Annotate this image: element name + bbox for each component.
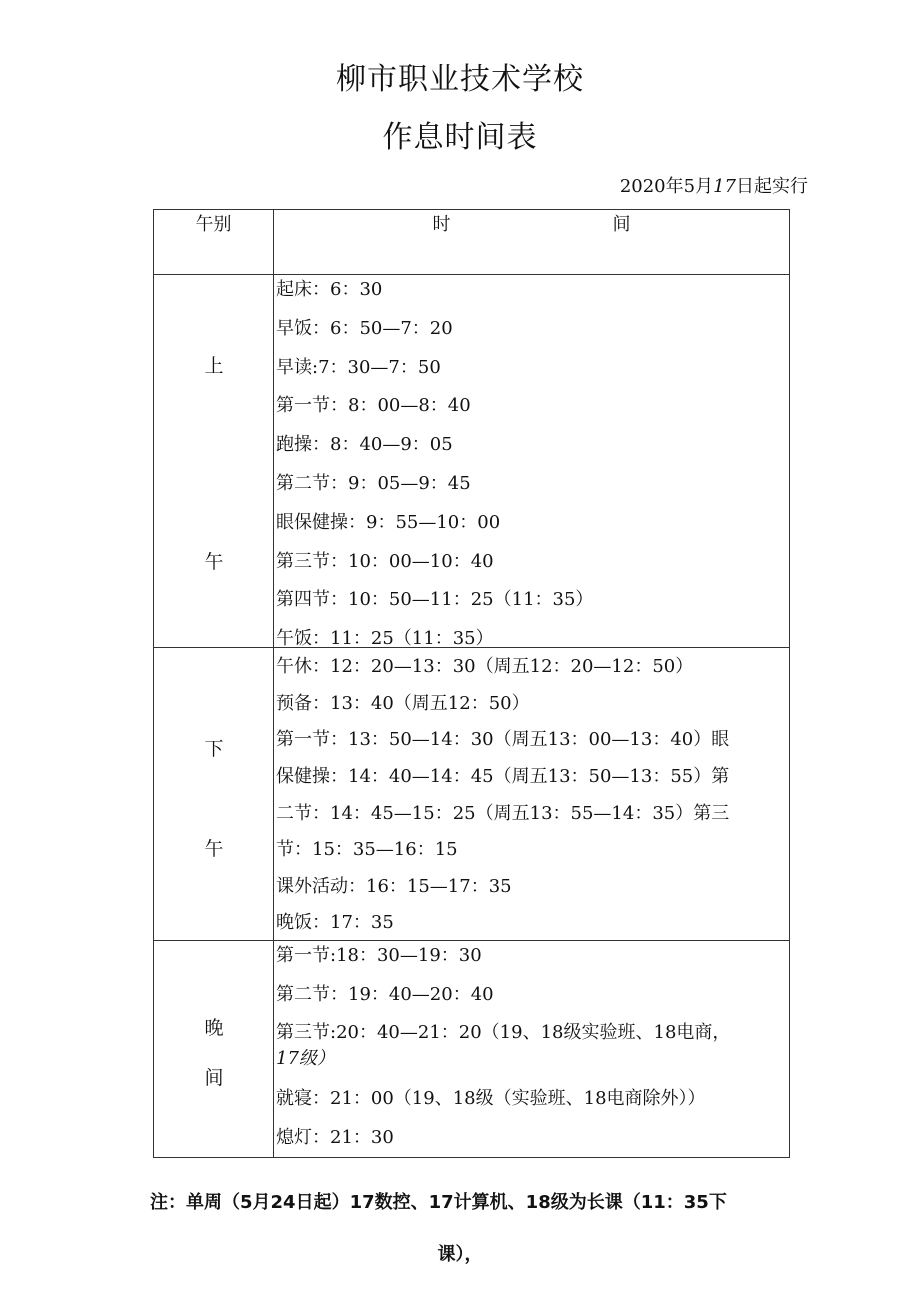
schedule-table	[153, 209, 790, 1158]
list-item: 第一节：8：00—8：40	[276, 395, 471, 417]
afternoon-label-1: 下	[204, 738, 224, 761]
afternoon-schedule-cell	[274, 648, 790, 941]
list-item: 跑操：8：40—9：05	[276, 434, 453, 456]
list-item: 午饭：11：25（11：35）	[276, 628, 494, 648]
list-item: 课外活动：16：15—17：35	[276, 875, 512, 897]
list-item: 午休：12：20—13：30（周五12：20—12：50）	[276, 656, 694, 678]
list-item: 保健操：14：40—14：45（周五13：50—13：55）第	[276, 765, 730, 787]
effective-date-prefix: 2020年5月	[619, 176, 714, 197]
effective-date-suffix: 日起实行	[736, 176, 808, 197]
effective-date-day: 17	[713, 176, 736, 197]
list-item: 预备：13：40（周五12：50）	[276, 692, 530, 714]
morning-period-cell	[154, 275, 274, 648]
afternoon-row	[154, 648, 790, 941]
evening-label-1: 晚	[204, 1017, 224, 1040]
list-item: 第四节：10：50—11：25（11：35）	[276, 589, 594, 611]
morning-schedule-cell	[274, 275, 790, 648]
list-item: 节：15：35—16：15	[276, 839, 458, 861]
morning-label-1: 上	[204, 355, 224, 377]
note-line-2: 课），	[437, 1244, 483, 1265]
list-item: 熄灯：21：30	[276, 1126, 394, 1148]
evening-period-cell	[154, 941, 274, 1158]
list-item: 起床：6：30	[276, 279, 383, 300]
list-item: 第三节：10：00—10：40	[276, 550, 494, 572]
list-item: 第二节：9：05—9：45	[276, 472, 471, 494]
list-item: 二节：14：45—15：25（周五13：55—14：35）第三	[276, 802, 730, 824]
evening-label-2: 间	[204, 1067, 224, 1090]
evening-schedule-cell	[274, 941, 790, 1158]
list-item: 第三节:20：40—21：20（19、18级实验班、18电商，	[276, 1022, 731, 1044]
afternoon-label-2: 午	[204, 838, 224, 861]
list-item: 早饭：6：50—7：20	[276, 317, 453, 339]
school-name: 柳市职业技术学校	[336, 62, 584, 97]
effective-date	[620, 172, 808, 198]
table-header-row	[154, 210, 790, 275]
list-item: 第一节：13：50—14：30（周五13：00—13：40）眼	[276, 729, 730, 751]
list-item: 眼保健操：9：55—10：00	[276, 511, 501, 533]
list-item: 早读:7：30—7：50	[276, 356, 441, 378]
list-item: 晚饭：17：35	[276, 912, 394, 934]
morning-label-2: 午	[204, 551, 224, 573]
header-time	[274, 210, 790, 275]
list-item: 就寝：21：00（19、18级（实验班、18电商除外））	[276, 1088, 706, 1110]
header-time-char-2: 间	[612, 214, 631, 235]
list-item: 第一节:18：30—19：30	[276, 945, 482, 967]
list-item-continuation-text: 17级）	[276, 1048, 335, 1070]
list-item: 第二节：19：40—20：40	[276, 983, 494, 1005]
list-item-continuation	[276, 1044, 789, 1084]
evening-row	[154, 941, 790, 1158]
header-time-char-1: 时	[432, 214, 451, 235]
header-period: 午别	[154, 210, 274, 275]
note-line-1: 注：单周（5月24日起）17数控、17计算机、18级为长课（11：35下	[150, 1192, 727, 1213]
document-title: 作息时间表	[382, 120, 538, 155]
afternoon-period-cell	[154, 648, 274, 941]
morning-row	[154, 275, 790, 648]
